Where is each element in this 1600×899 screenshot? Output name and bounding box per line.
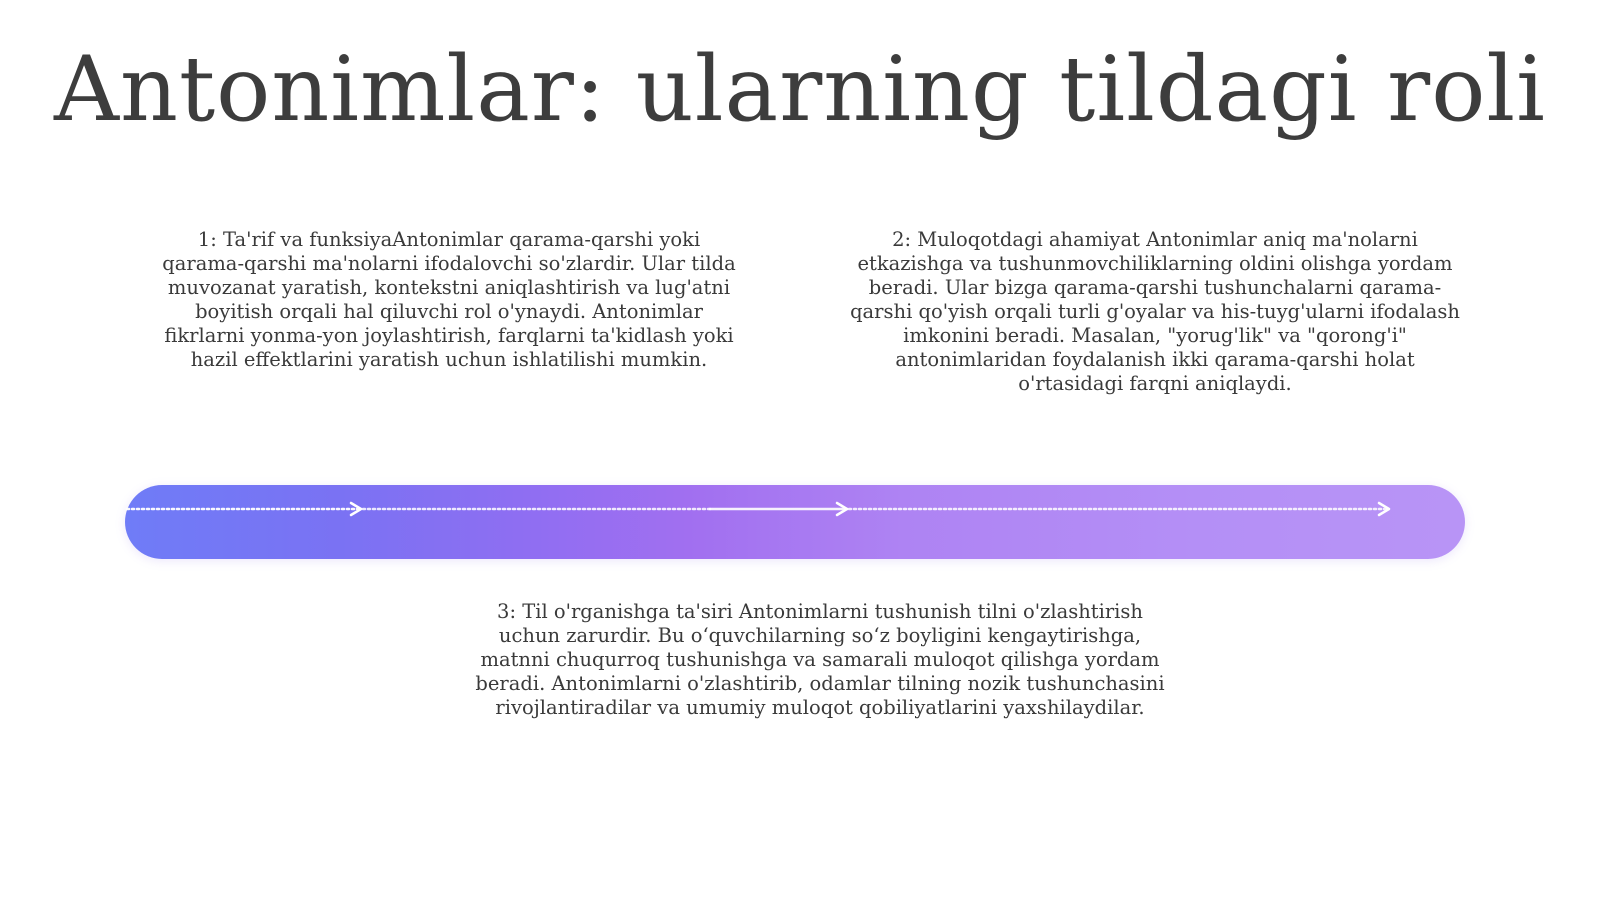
slide-title: Antonimlar: ularning tildagi roli: [54, 37, 1546, 142]
timeline-bar: [125, 485, 1465, 559]
section-2-text: 2: Muloqotdagi ahamiyat Antonimlar aniq ma'nolarni etkazishga va tushunmovchiliklarning oldini olishga yordam beradi. Ular bizga qarama-qarshi tushunchalarni qarama-qarshi qo'yish orqali turli g'oyalar va his-tuyg'ularni ifodalash imkonini beradi. Masalan, "yorug'lik" va "qorong'i" antonimlaridan foydalanish ikki qarama-qarshi holat o'rtasidagi farqni aniqlaydi.: [850, 228, 1460, 395]
section-1-text: 1: Ta'rif va funksiyaAntonimlar qarama-qarshi yoki qarama-qarshi ma'nolarni ifodalovchi so'zlardir. Ular tilda muvozanat yaratish, kontekstni aniqlashtirish va lug'atni boyitish orqali hal qiluvchi rol o'ynaydi. Antonimlar fikrlarni yonma-yon joylashtirish, farqlarni ta'kidlash yoki hazil effektlarini yaratish uchun ishlatilishi mumkin.: [162, 228, 736, 371]
timeline-arrows: [125, 485, 1465, 559]
section-3-text: 3: Til o'rganishga ta'siri Antonimlarni tushunish tilni o'zlashtirish uchun zarurdir. Bu o‘quvchilarning so‘z boyligini kengaytirishga, matnni chuqurroq tushunishga va samarali muloqot qilishga yordam beradi. Antonimlarni o'zlashtirib, odamlar tilning nozik tushunchasini rivojlantiradilar va umumiy muloqot qobiliyatlarini yaxshilaydilar.: [475, 600, 1165, 719]
